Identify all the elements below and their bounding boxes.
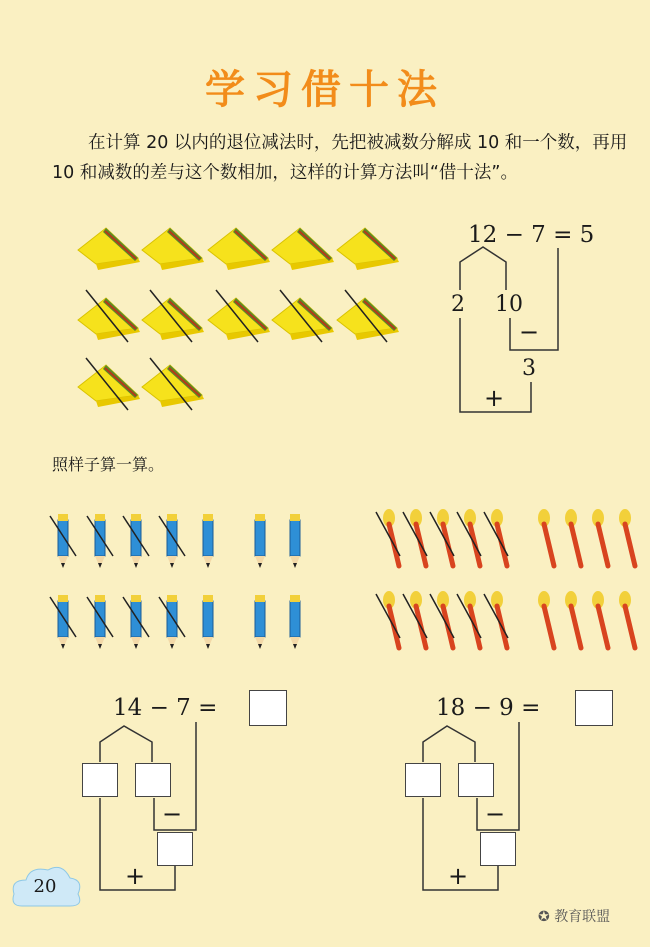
example-plus: +	[484, 384, 505, 412]
exercise2-split-right-box[interactable]	[458, 763, 494, 797]
exercise2-equation: 18 − 9 =	[436, 695, 541, 721]
exercise2-diff-box[interactable]	[480, 832, 516, 866]
exercise1-plus: +	[125, 862, 146, 890]
intro-paragraph: 在计算 20 以内的退位减法时，先把被减数分解成 10 和一个数，再用 10 和减数的差与这个数相加，这样的计算方法叫“借十法”。	[52, 133, 628, 183]
exercise1-equation: 14 − 7 =	[113, 695, 218, 721]
exercise2-minus: −	[485, 800, 506, 828]
example-split-right: 10	[495, 292, 523, 317]
page-title: 学习借十法	[205, 67, 445, 113]
example-diff: 3	[522, 356, 536, 381]
instruction: 照样子算一算。	[52, 455, 165, 474]
watermark: ✪ 教育联盟	[538, 909, 611, 925]
exercise2-split-left-box[interactable]	[405, 763, 441, 797]
example-minus: −	[519, 318, 540, 346]
exercise2-plus: +	[448, 862, 469, 890]
exercise1-split-right-box[interactable]	[135, 763, 171, 797]
example-diagram	[460, 247, 558, 412]
example-split-left: 2	[451, 292, 465, 317]
exercise1-diff-box[interactable]	[157, 832, 193, 866]
page-number: 20	[33, 876, 57, 897]
example-equation: 12 − 7 = 5	[468, 222, 595, 248]
exercise1-minus: −	[162, 800, 183, 828]
exercise1-split-left-box[interactable]	[82, 763, 118, 797]
exercise2-answer-box[interactable]	[575, 690, 613, 726]
exercise1-answer-box[interactable]	[249, 690, 287, 726]
wechat-icon: ✪	[538, 909, 550, 925]
